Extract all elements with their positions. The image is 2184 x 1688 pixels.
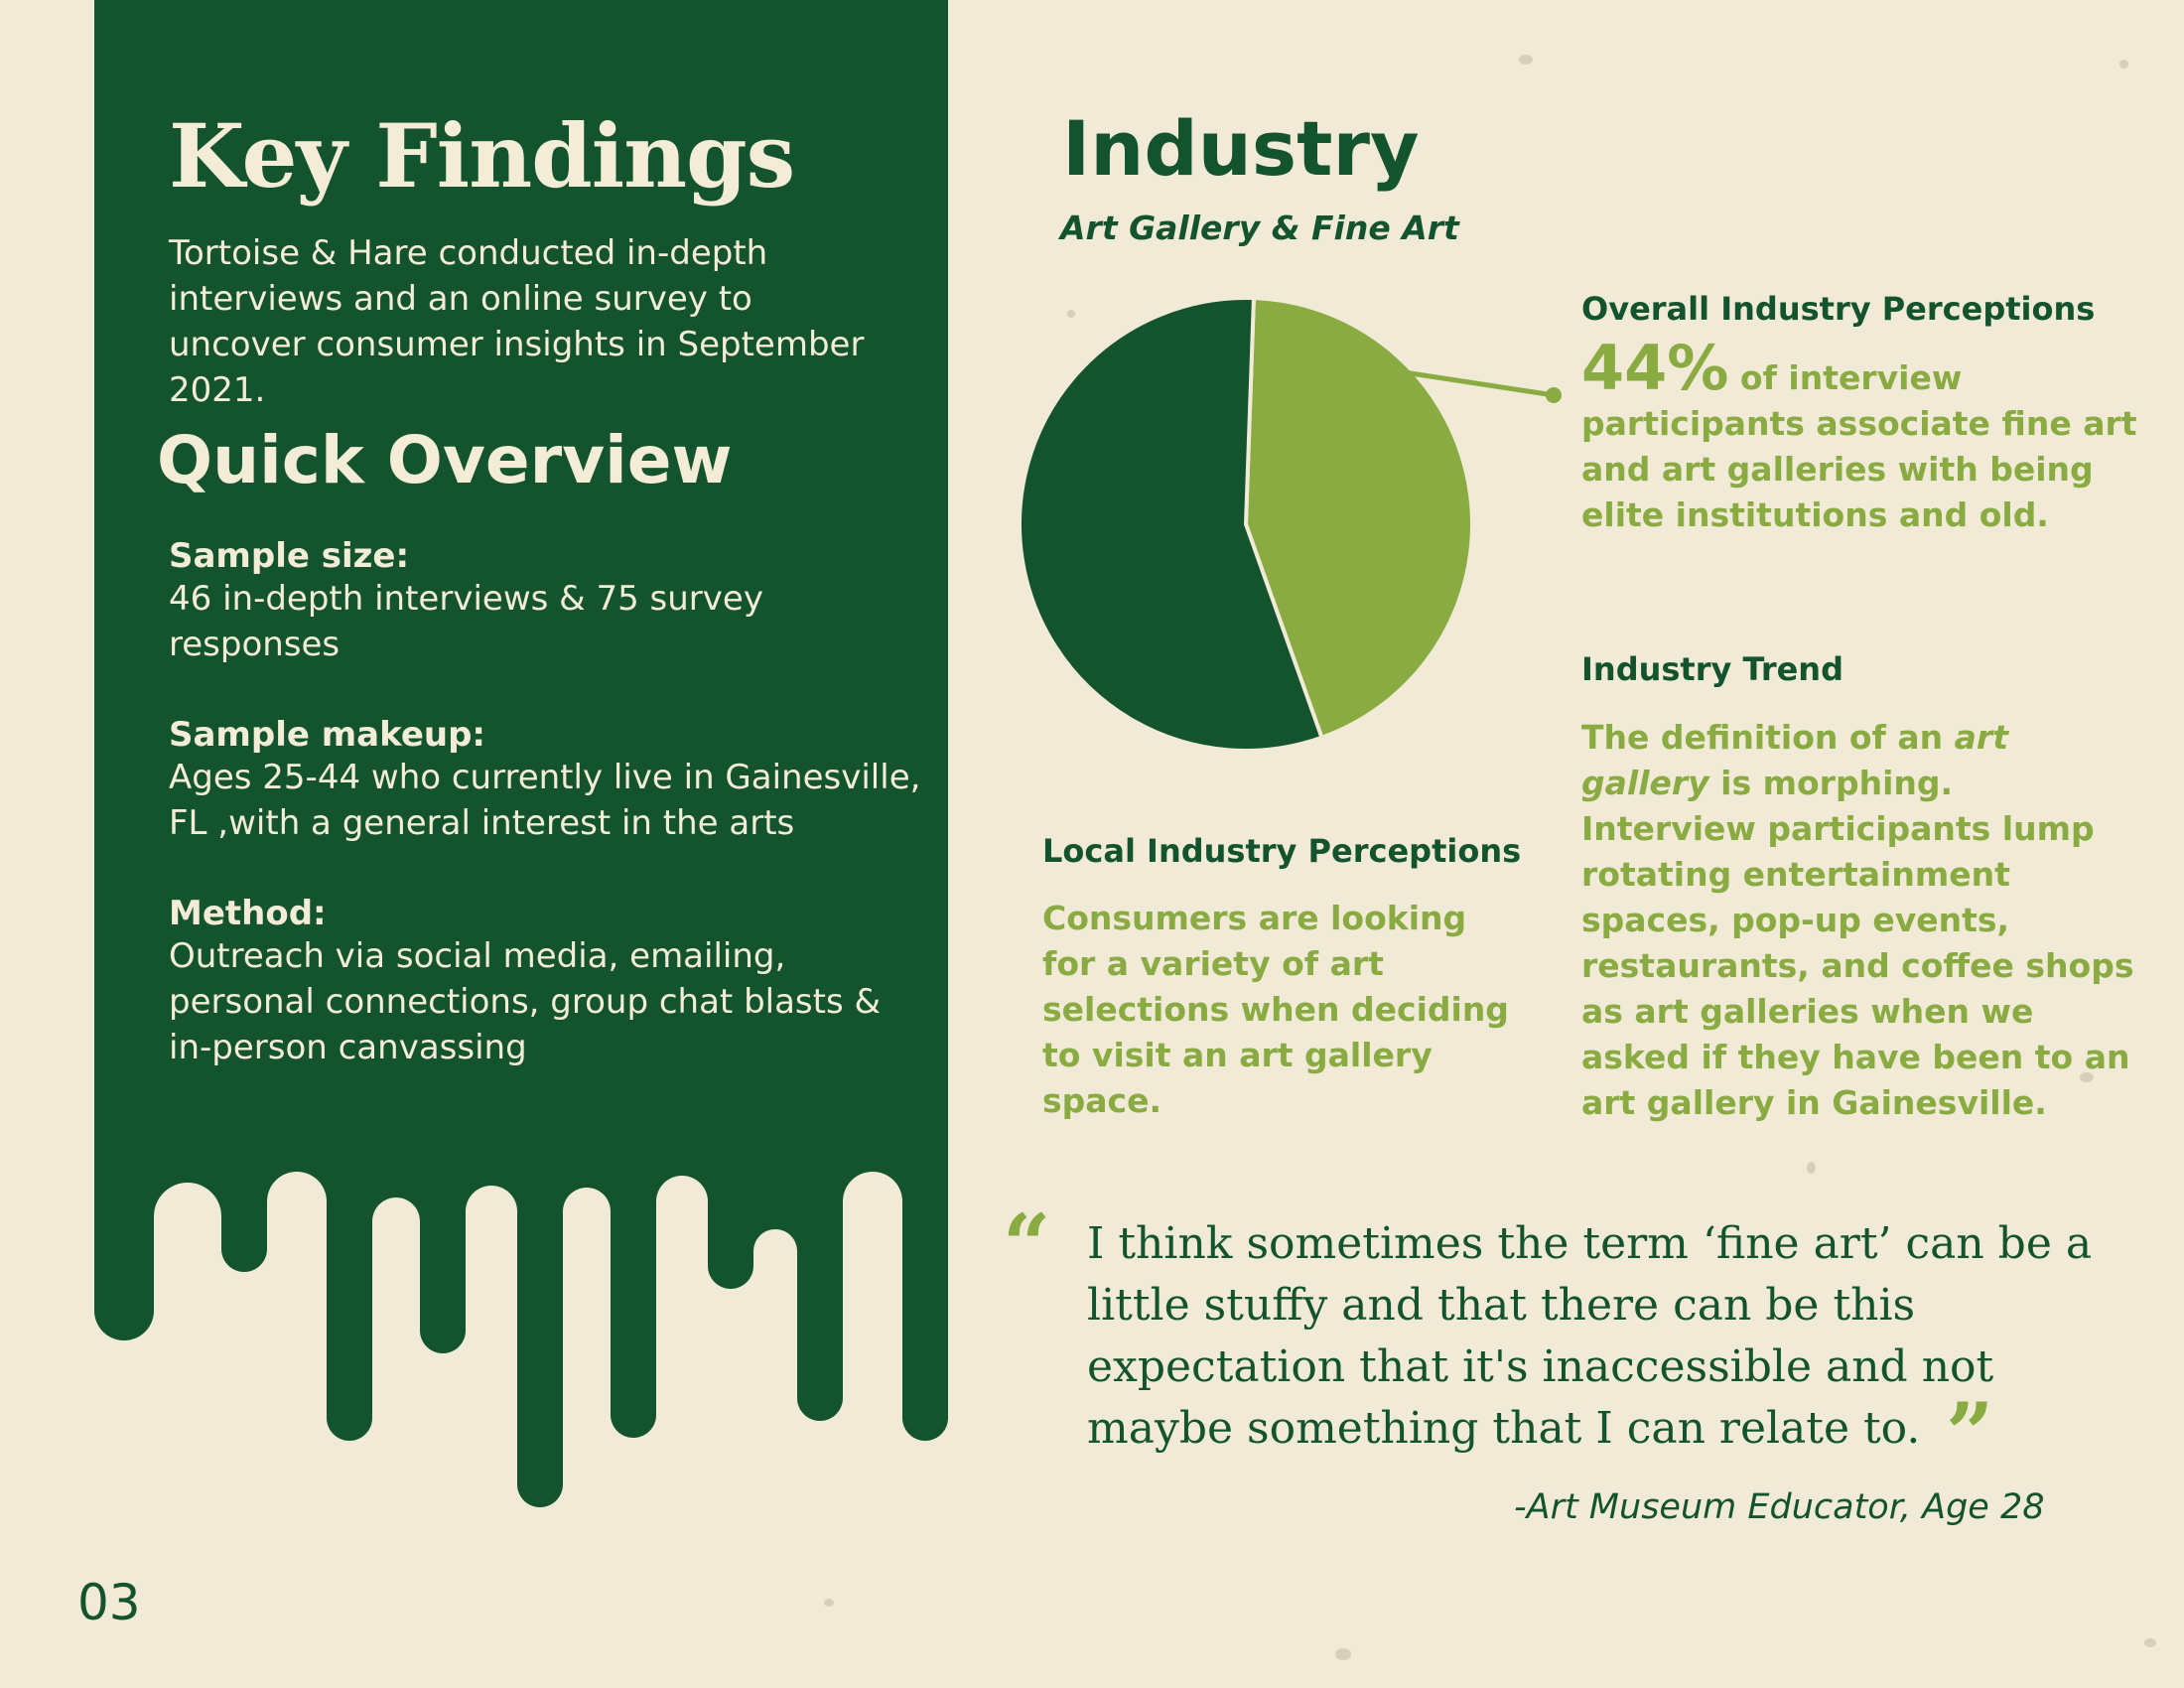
overall-perceptions-heading: Overall Industry Perceptions [1581,290,2096,328]
method-text: Outreach via social media, emailing, personal connections, group chat blasts & in-person canvassing [169,936,882,1067]
sample-makeup-label: Sample makeup: [169,715,486,755]
pie-chart [1003,293,1578,760]
key-findings-title: Key Findings [169,104,795,208]
method-label: Method: [169,894,327,933]
sample-size-text: 46 in-depth interviews & 75 survey responses [169,579,763,664]
overall-perceptions-body [1581,332,2137,538]
sample-size-label: Sample size: [169,536,410,576]
industry-subtitle: Art Gallery & Fine Art [1060,209,1459,247]
close-quote-icon: ” [1946,1384,1994,1482]
overall-perceptions-percent: 44% [1581,332,1729,404]
industry-trend-text-after: is morphing. Interview participants lump rotating entertainment spaces, pop-up events, restaurants, and coffee shops as art galleries when we asked if they have been to an art gallery in Gainesville. [1581,764,2134,1122]
page-number: 03 [77,1574,141,1631]
industry-trend-body [1581,715,2137,1126]
sample-makeup-text: Ages 25-44 who currently live in Gainesville, FL ,with a general interest in the arts [169,758,921,843]
local-perceptions-body: Consumers are looking for a variety of art selections when deciding to visit an art gallery space. [1042,899,1509,1120]
key-findings-intro: Tortoise & Hare conducted in-depth interviews and an online survey to uncover consumer insights in September 2021. [169,233,865,410]
industry-title: Industry [1062,104,1420,193]
callout-dot [1546,387,1562,403]
quote-attribution: -Art Museum Educator, Age 28 [1514,1487,2045,1527]
local-perceptions-heading: Local Industry Perceptions [1042,832,1522,870]
industry-trend-text-before: The definition of an [1581,718,1955,757]
open-quote-icon: “ [1003,1196,1051,1294]
quick-overview-title: Quick Overview [157,422,733,498]
method-section [169,894,923,1070]
overall-perceptions-text: of interview participants associate fine art and art galleries with being elite institutions and old. [1581,358,2137,534]
sample-size-section [169,536,913,667]
sample-makeup-section [169,715,923,846]
industry-trend-emphasis: art gallery [1581,718,2008,802]
quote-text: I think sometimes the term ‘fine art’ can be a little stuffy and that there can be this expectation that it's inaccessible and not maybe something that I can relate to. [1087,1218,2093,1454]
industry-trend-heading: Industry Trend [1581,650,1843,688]
